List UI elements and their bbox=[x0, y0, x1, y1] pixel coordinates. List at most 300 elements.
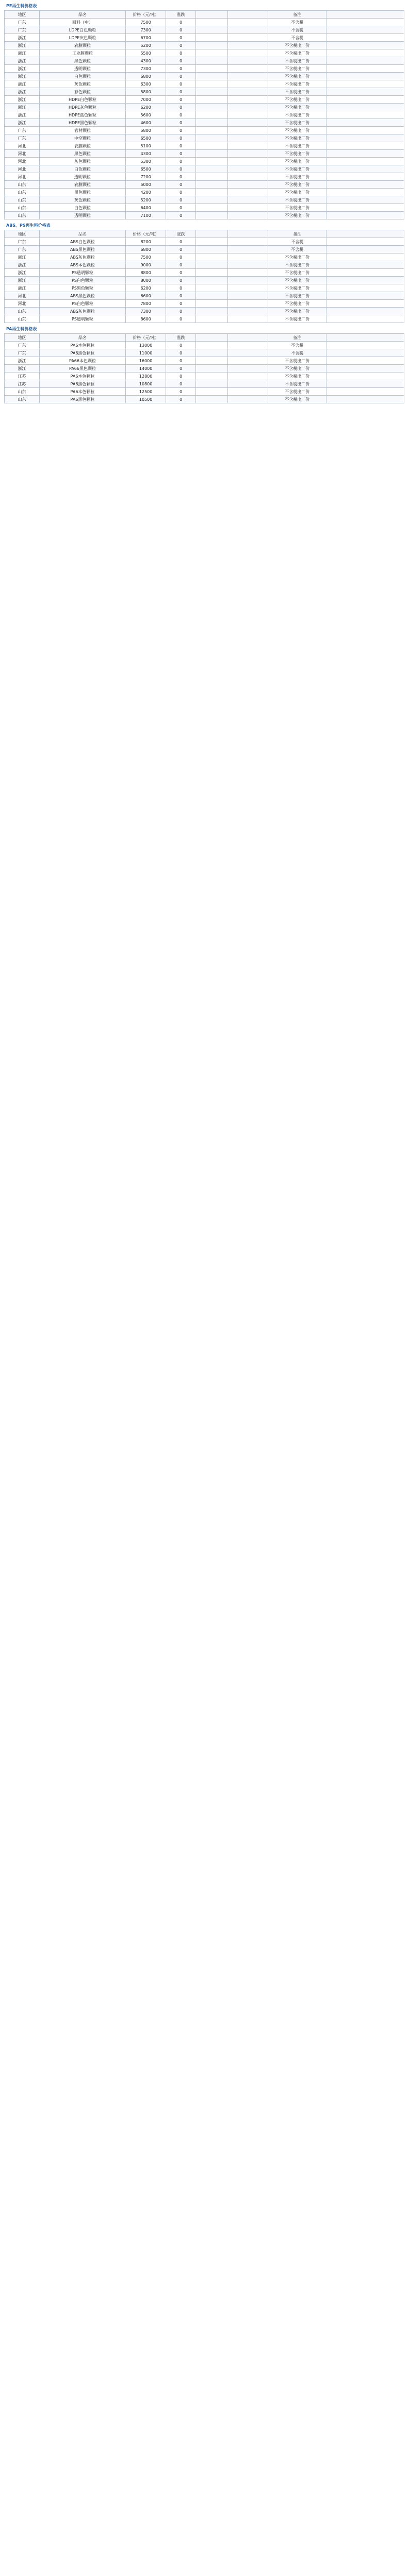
section-title: ABS、PS再生料价格表 bbox=[6, 223, 51, 228]
table-cell: 6400 bbox=[125, 204, 166, 212]
table-cell: 0 bbox=[166, 349, 196, 357]
table-cell: 浙江 bbox=[5, 73, 40, 80]
table-cell bbox=[195, 26, 227, 34]
table-cell bbox=[227, 26, 268, 34]
table-row bbox=[5, 127, 404, 134]
table-cell bbox=[195, 80, 227, 88]
table-cell: 河北 bbox=[5, 142, 40, 150]
table-cell: 7100 bbox=[125, 212, 166, 219]
table-cell: 白色颗粒 bbox=[40, 204, 126, 212]
column-header: 品名 bbox=[40, 334, 126, 342]
table-row bbox=[5, 119, 404, 127]
table-cell: 不含税出厂价 bbox=[268, 80, 326, 88]
table-cell bbox=[227, 261, 268, 269]
table-cell bbox=[326, 119, 404, 127]
table-cell: PA6本色颗粒 bbox=[40, 372, 126, 380]
table-cell bbox=[227, 189, 268, 196]
table-cell bbox=[227, 127, 268, 134]
table-cell: 山东 bbox=[5, 181, 40, 189]
table-cell: HDPE灰色颗粒 bbox=[40, 104, 126, 111]
table-cell: 浙江 bbox=[5, 253, 40, 261]
table-cell: 5300 bbox=[125, 158, 166, 165]
table-cell bbox=[195, 165, 227, 173]
table-row bbox=[5, 315, 404, 323]
table-cell bbox=[227, 150, 268, 158]
table-cell: 0 bbox=[166, 57, 196, 65]
table-cell: 不含税出厂价 bbox=[268, 173, 326, 181]
table-cell bbox=[227, 134, 268, 142]
table-cell: ABS白色颗粒 bbox=[40, 238, 126, 246]
table-cell bbox=[227, 396, 268, 403]
table-cell: 浙江 bbox=[5, 65, 40, 73]
table-cell: 0 bbox=[166, 300, 196, 308]
table-cell: 透明颗粒 bbox=[40, 173, 126, 181]
table-cell bbox=[326, 34, 404, 42]
table-cell: 透明颗粒 bbox=[40, 65, 126, 73]
table-row bbox=[5, 284, 404, 292]
table-cell: 浙江 bbox=[5, 104, 40, 111]
table-cell: 不含税出厂价 bbox=[268, 277, 326, 284]
column-header: 地区 bbox=[5, 230, 40, 238]
table-cell: 0 bbox=[166, 142, 196, 150]
table-row bbox=[5, 142, 404, 150]
table-cell bbox=[227, 204, 268, 212]
table-cell bbox=[227, 165, 268, 173]
table-cell bbox=[195, 253, 227, 261]
table-cell bbox=[195, 246, 227, 253]
table-cell: 0 bbox=[166, 315, 196, 323]
table-cell bbox=[326, 142, 404, 150]
table-cell: 江苏 bbox=[5, 372, 40, 380]
table-cell: 广东 bbox=[5, 238, 40, 246]
table-cell: 14000 bbox=[125, 365, 166, 372]
table-cell: 不含税出厂价 bbox=[268, 104, 326, 111]
table-cell: 河北 bbox=[5, 173, 40, 181]
table-cell: 不含税出厂价 bbox=[268, 119, 326, 127]
table-cell bbox=[326, 181, 404, 189]
table-cell: 浙江 bbox=[5, 357, 40, 365]
table-row bbox=[5, 253, 404, 261]
table-cell bbox=[195, 292, 227, 300]
table-cell: 彩色颗粒 bbox=[40, 88, 126, 96]
table-cell: 透明颗粒 bbox=[40, 212, 126, 219]
table-cell: PA6黑色颗粒 bbox=[40, 396, 126, 403]
table-cell bbox=[326, 111, 404, 119]
table-cell bbox=[227, 357, 268, 365]
table-cell: 白色颗粒 bbox=[40, 73, 126, 80]
table-cell bbox=[227, 284, 268, 292]
table-cell: 浙江 bbox=[5, 365, 40, 372]
table-cell: 12500 bbox=[125, 388, 166, 396]
table-cell bbox=[227, 238, 268, 246]
table-cell: PS白色颗粒 bbox=[40, 300, 126, 308]
column-header: 地区 bbox=[5, 334, 40, 342]
table-cell bbox=[326, 372, 404, 380]
table-row bbox=[5, 80, 404, 88]
table-cell: 不含税出厂价 bbox=[268, 165, 326, 173]
table-cell bbox=[195, 57, 227, 65]
table-cell bbox=[195, 19, 227, 26]
table-cell bbox=[326, 150, 404, 158]
table-cell: 0 bbox=[166, 342, 196, 349]
table-cell: HDPE黑色颗粒 bbox=[40, 119, 126, 127]
table-cell bbox=[326, 189, 404, 196]
table-cell: PS透明颗粒 bbox=[40, 269, 126, 277]
table-cell: 山东 bbox=[5, 396, 40, 403]
table-cell bbox=[227, 142, 268, 150]
table-cell bbox=[326, 88, 404, 96]
table-cell: 0 bbox=[166, 284, 196, 292]
table-cell: 河北 bbox=[5, 165, 40, 173]
table-cell: 0 bbox=[166, 181, 196, 189]
table-row bbox=[5, 261, 404, 269]
table-row bbox=[5, 158, 404, 165]
table-row bbox=[5, 42, 404, 49]
table-cell: 7000 bbox=[125, 96, 166, 104]
table-row bbox=[5, 396, 404, 403]
table-cell bbox=[195, 142, 227, 150]
table-cell: 7300 bbox=[125, 26, 166, 34]
table-cell: PS黑色颗粒 bbox=[40, 284, 126, 292]
table-cell bbox=[195, 134, 227, 142]
table-cell bbox=[227, 196, 268, 204]
table-cell bbox=[326, 388, 404, 396]
table-cell: 不含税出厂价 bbox=[268, 111, 326, 119]
table-cell: 0 bbox=[166, 189, 196, 196]
table-cell bbox=[326, 238, 404, 246]
table-cell bbox=[195, 49, 227, 57]
table-row bbox=[5, 104, 404, 111]
table-cell: 0 bbox=[166, 365, 196, 372]
section-title: PA再生料价格表 bbox=[6, 327, 37, 331]
table-cell: 0 bbox=[166, 34, 196, 42]
table-cell: 7300 bbox=[125, 308, 166, 315]
table-cell: 工业膜颗粒 bbox=[40, 49, 126, 57]
table-cell: PS透明颗粒 bbox=[40, 315, 126, 323]
table-cell bbox=[326, 284, 404, 292]
table-cell: 0 bbox=[166, 238, 196, 246]
table-cell: 不含税出厂价 bbox=[268, 315, 326, 323]
table-cell bbox=[227, 342, 268, 349]
column-header: 备注 bbox=[268, 11, 326, 19]
table-cell bbox=[195, 88, 227, 96]
table-cell bbox=[195, 42, 227, 49]
table-cell bbox=[227, 372, 268, 380]
table-cell bbox=[326, 19, 404, 26]
table-cell: 管材颗粒 bbox=[40, 127, 126, 134]
table-row bbox=[5, 277, 404, 284]
table-cell: 浙江 bbox=[5, 119, 40, 127]
table-cell: 0 bbox=[166, 253, 196, 261]
table-cell: 7500 bbox=[125, 19, 166, 26]
table-cell: 浙江 bbox=[5, 88, 40, 96]
table-cell bbox=[326, 365, 404, 372]
table-cell bbox=[227, 57, 268, 65]
table-cell bbox=[195, 212, 227, 219]
table-cell bbox=[195, 181, 227, 189]
table-cell: 不含税出厂价 bbox=[268, 196, 326, 204]
table-cell bbox=[326, 349, 404, 357]
table-cell: 不含税出厂价 bbox=[268, 189, 326, 196]
column-header: 涨跌 bbox=[166, 334, 196, 342]
table-row bbox=[5, 19, 404, 26]
table-cell bbox=[326, 204, 404, 212]
table-cell: 0 bbox=[166, 357, 196, 365]
table-cell: ABS灰色颗粒 bbox=[40, 253, 126, 261]
table-cell bbox=[326, 80, 404, 88]
table-cell: 不含税出厂价 bbox=[268, 96, 326, 104]
table-row bbox=[5, 49, 404, 57]
table-cell: 山东 bbox=[5, 189, 40, 196]
table-cell bbox=[326, 49, 404, 57]
table-cell: 不含税出厂价 bbox=[268, 380, 326, 388]
table-cell: 广东 bbox=[5, 246, 40, 253]
table-cell bbox=[195, 349, 227, 357]
table-cell: 0 bbox=[166, 308, 196, 315]
table-cell bbox=[195, 73, 227, 80]
table-cell: 河北 bbox=[5, 292, 40, 300]
table-cell: 13000 bbox=[125, 342, 166, 349]
table-cell: 浙江 bbox=[5, 34, 40, 42]
table-cell bbox=[195, 150, 227, 158]
table-cell bbox=[227, 96, 268, 104]
table-cell: 0 bbox=[166, 73, 196, 80]
table-cell: ABS灰色颗粒 bbox=[40, 308, 126, 315]
table-cell: 浙江 bbox=[5, 284, 40, 292]
table-row bbox=[5, 292, 404, 300]
table-cell: 广东 bbox=[5, 127, 40, 134]
table-cell: 浙江 bbox=[5, 269, 40, 277]
table-cell: 不含税出厂价 bbox=[268, 357, 326, 365]
table-cell: 0 bbox=[166, 80, 196, 88]
table-cell bbox=[195, 96, 227, 104]
table-cell: 不含税出厂价 bbox=[268, 284, 326, 292]
table-cell: 0 bbox=[166, 127, 196, 134]
table-row bbox=[5, 349, 404, 357]
table-cell: PS白色颗粒 bbox=[40, 277, 126, 284]
table-row bbox=[5, 372, 404, 380]
table-cell: 农膜颗粒 bbox=[40, 42, 126, 49]
table-cell bbox=[195, 388, 227, 396]
table-cell bbox=[195, 189, 227, 196]
table-cell bbox=[326, 65, 404, 73]
table-cell: 0 bbox=[166, 49, 196, 57]
table-cell: 11000 bbox=[125, 349, 166, 357]
column-header: 备注 bbox=[268, 334, 326, 342]
table-cell: 16000 bbox=[125, 357, 166, 365]
table-cell: ABS本色颗粒 bbox=[40, 261, 126, 269]
table-cell: 5000 bbox=[125, 181, 166, 189]
table-row bbox=[5, 380, 404, 388]
table-cell bbox=[326, 165, 404, 173]
table-cell: 广东 bbox=[5, 134, 40, 142]
table-cell: 浙江 bbox=[5, 57, 40, 65]
table-cell bbox=[326, 277, 404, 284]
table-cell: 0 bbox=[166, 396, 196, 403]
table-cell bbox=[227, 173, 268, 181]
table-header-row bbox=[5, 230, 404, 238]
table-row bbox=[5, 308, 404, 315]
table-cell: 不含税出厂价 bbox=[268, 181, 326, 189]
table-cell: 不含税出厂价 bbox=[268, 127, 326, 134]
table-cell: 0 bbox=[166, 19, 196, 26]
table-cell: 6800 bbox=[125, 246, 166, 253]
table-cell: 山东 bbox=[5, 212, 40, 219]
table-cell: 6300 bbox=[125, 80, 166, 88]
table-row bbox=[5, 388, 404, 396]
table-row bbox=[5, 342, 404, 349]
column-header: 品名 bbox=[40, 11, 126, 19]
table-cell: 7800 bbox=[125, 300, 166, 308]
table-cell: 0 bbox=[166, 372, 196, 380]
table-cell bbox=[195, 342, 227, 349]
table-row bbox=[5, 73, 404, 80]
table-row bbox=[5, 26, 404, 34]
table-cell: 0 bbox=[166, 261, 196, 269]
table-cell bbox=[227, 253, 268, 261]
table-cell: 不含税出厂价 bbox=[268, 158, 326, 165]
table-row bbox=[5, 88, 404, 96]
table-cell bbox=[326, 127, 404, 134]
table-cell bbox=[227, 349, 268, 357]
table-cell: 不含税出厂价 bbox=[268, 134, 326, 142]
table-cell: ABS黑色颗粒 bbox=[40, 246, 126, 253]
table-cell bbox=[326, 196, 404, 204]
table-cell bbox=[326, 315, 404, 323]
column-header bbox=[195, 230, 227, 238]
table-cell bbox=[195, 158, 227, 165]
table-cell: 不含税出厂价 bbox=[268, 253, 326, 261]
table-cell: 不含税出厂价 bbox=[268, 292, 326, 300]
table-cell bbox=[227, 315, 268, 323]
table-cell bbox=[326, 158, 404, 165]
table-cell: 6800 bbox=[125, 73, 166, 80]
table-row bbox=[5, 300, 404, 308]
table-cell: 0 bbox=[166, 165, 196, 173]
table-cell: 0 bbox=[166, 42, 196, 49]
table-cell bbox=[326, 104, 404, 111]
table-cell: 不含税出厂价 bbox=[268, 150, 326, 158]
column-header: 价格（元/吨） bbox=[125, 230, 166, 238]
table-cell bbox=[195, 308, 227, 315]
table-cell bbox=[326, 26, 404, 34]
table-cell bbox=[195, 269, 227, 277]
table-cell: 黑色颗粒 bbox=[40, 57, 126, 65]
table-cell: HDPE白色颗粒 bbox=[40, 96, 126, 104]
table-row bbox=[5, 65, 404, 73]
table-cell: 0 bbox=[166, 246, 196, 253]
table-cell bbox=[326, 308, 404, 315]
table-cell bbox=[326, 261, 404, 269]
table-cell: 0 bbox=[166, 26, 196, 34]
table-cell: 不含税出厂价 bbox=[268, 261, 326, 269]
table-cell bbox=[326, 380, 404, 388]
table-cell bbox=[326, 96, 404, 104]
table-row bbox=[5, 134, 404, 142]
table-cell: 不含税出厂价 bbox=[268, 300, 326, 308]
table-cell: 浙江 bbox=[5, 277, 40, 284]
table-cell bbox=[195, 238, 227, 246]
column-header bbox=[227, 230, 268, 238]
table-cell: 浙江 bbox=[5, 96, 40, 104]
table-cell bbox=[195, 104, 227, 111]
table-cell: 0 bbox=[166, 292, 196, 300]
table-cell: PA6黑色颗粒 bbox=[40, 349, 126, 357]
table-cell: 不含税出厂价 bbox=[268, 365, 326, 372]
table-cell bbox=[326, 396, 404, 403]
table-cell: PA6本色颗粒 bbox=[40, 388, 126, 396]
table-cell: 农膜颗粒 bbox=[40, 142, 126, 150]
table-cell: 0 bbox=[166, 204, 196, 212]
table-cell: 4600 bbox=[125, 119, 166, 127]
table-cell: PA66本色颗粒 bbox=[40, 357, 126, 365]
table-cell bbox=[195, 372, 227, 380]
table-row bbox=[5, 189, 404, 196]
table-cell: 不含税出厂价 bbox=[268, 388, 326, 396]
column-header: 价格（元/吨） bbox=[125, 11, 166, 19]
table-cell: 不含税出厂价 bbox=[268, 204, 326, 212]
table-cell: 0 bbox=[166, 269, 196, 277]
table-cell bbox=[195, 284, 227, 292]
table-cell: 不含税 bbox=[268, 342, 326, 349]
table-row bbox=[5, 173, 404, 181]
table-cell: 山东 bbox=[5, 204, 40, 212]
table-cell: 广东 bbox=[5, 19, 40, 26]
table-cell: 0 bbox=[166, 65, 196, 73]
table-cell bbox=[195, 396, 227, 403]
table-cell: 0 bbox=[166, 104, 196, 111]
table-cell: 5100 bbox=[125, 142, 166, 150]
table-cell: 0 bbox=[166, 150, 196, 158]
table-cell bbox=[227, 300, 268, 308]
table-cell: 不含税出厂价 bbox=[268, 57, 326, 65]
table-cell: 不含税出厂价 bbox=[268, 73, 326, 80]
table-cell bbox=[195, 204, 227, 212]
table-cell: 不含税出厂价 bbox=[268, 142, 326, 150]
table-cell: 灰色颗粒 bbox=[40, 158, 126, 165]
table-cell: 5200 bbox=[125, 196, 166, 204]
table-cell: 0 bbox=[166, 173, 196, 181]
column-header: 涨跌 bbox=[166, 11, 196, 19]
table-cell: 不含税出厂价 bbox=[268, 212, 326, 219]
price-section bbox=[4, 325, 409, 403]
table-cell: 9000 bbox=[125, 261, 166, 269]
column-header bbox=[326, 11, 404, 19]
table-cell: 灰色颗粒 bbox=[40, 196, 126, 204]
table-cell: 广东 bbox=[5, 342, 40, 349]
table-cell: 10800 bbox=[125, 380, 166, 388]
table-cell: 7500 bbox=[125, 253, 166, 261]
table-cell bbox=[227, 158, 268, 165]
table-cell: LDPE白色颗粒 bbox=[40, 26, 126, 34]
table-cell: 6500 bbox=[125, 134, 166, 142]
table-cell: 8200 bbox=[125, 238, 166, 246]
table-cell: 不含税出厂价 bbox=[268, 49, 326, 57]
table-cell: 广东 bbox=[5, 26, 40, 34]
table-row bbox=[5, 181, 404, 189]
table-cell: 河北 bbox=[5, 300, 40, 308]
table-cell: 不含税 bbox=[268, 349, 326, 357]
table-row bbox=[5, 365, 404, 372]
table-cell bbox=[227, 246, 268, 253]
table-cell: 灰色颗粒 bbox=[40, 80, 126, 88]
table-cell: 5800 bbox=[125, 88, 166, 96]
table-cell: 10500 bbox=[125, 396, 166, 403]
table-cell bbox=[227, 119, 268, 127]
table-cell bbox=[227, 380, 268, 388]
column-header: 备注 bbox=[268, 230, 326, 238]
table-cell: 0 bbox=[166, 134, 196, 142]
